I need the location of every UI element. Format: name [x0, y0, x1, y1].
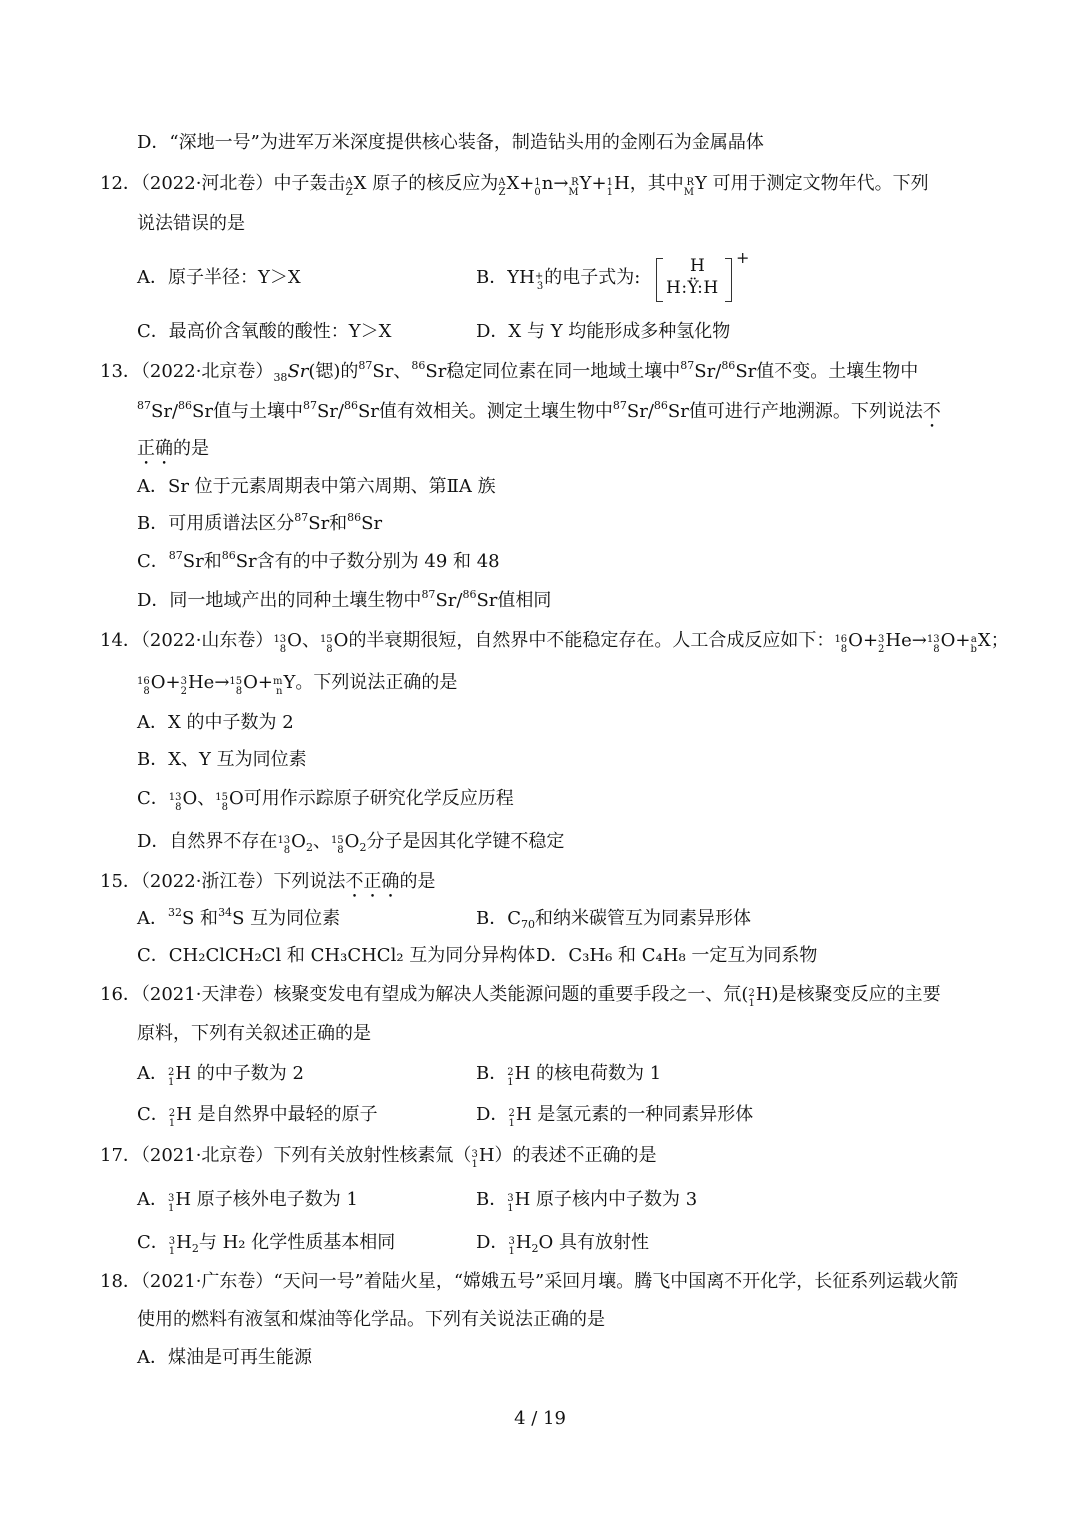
- q13-emphasis-correct: 正确: [137, 438, 173, 459]
- q12-ion-charge: + 3: [534, 271, 544, 292]
- q16-option-a: A． 2 1 H 的中子数为 2: [137, 1063, 304, 1088]
- q16-option-c: C． 2 1 H 是自然界中最轻的原子: [137, 1104, 378, 1129]
- q15-option-a: A．$^{32}$S 和$^{34}$S 互为同位素: [137, 906, 341, 929]
- q12-text: Y+: [579, 173, 607, 194]
- q12-isotope-az: A Z: [498, 177, 506, 198]
- q12-text: Y 可用于测定文物年代。下列: [694, 173, 929, 194]
- q15-stem: 15．（2022·浙江卷）下列说法不正确的是: [100, 871, 436, 892]
- q12-stem-line2: 说法错误的是: [137, 213, 245, 234]
- q13-option-d: D．同一地域产出的同种土壤生物中$^{87}$Sr/$^{86}$Sr值相同: [137, 588, 552, 611]
- q14-option-b: B．X、Y 互为同位素: [137, 749, 307, 770]
- q17-option-d: D． 3 1 $H_2O$ 具有放射性: [476, 1232, 649, 1257]
- q14-option-d: D．自然界不存在 13 8 $O_2$、 15 8 $O_2$分子是因其化学键不稳定: [137, 831, 565, 856]
- q13-number: 13．: [100, 361, 141, 382]
- q12-option-d: D．X 与 Y 均能形成多种氢化物: [476, 321, 731, 342]
- q17-option-a: A． 3 1 H 原子核外电子数为 1: [137, 1189, 358, 1214]
- q12-option-c: C．最高价含氧酸的酸性：Y＞X: [137, 321, 392, 342]
- q15-option-d: D．C₃H₆ 和 C₄H₈ 一定互为同系物: [536, 945, 818, 966]
- q18-stem-line2: 使用的燃料有液氢和煤油等化学品。下列有关说法正确的是: [137, 1309, 605, 1330]
- q15-source: （2022·浙江卷）: [140, 871, 274, 892]
- q15-option-b: B．$C_{70}$和纳米碳管互为同素异形体: [476, 908, 751, 931]
- q12-isotope-h: 1 1: [606, 177, 614, 198]
- lewis-row: H:Ÿ:H: [666, 278, 719, 298]
- q17-option-c: C． 3 1 $H_2$与 H₂ 化学性质基本相同: [137, 1232, 396, 1257]
- q14-number: 14．: [100, 630, 141, 651]
- q12-number: 12．: [100, 173, 141, 194]
- q12-source: （2022·河北卷）: [140, 173, 274, 194]
- q15-option-c: C．CH₂ClCH₂Cl 和 CH₃CHCl₂ 互为同分异构体: [137, 945, 536, 966]
- q18-stem-line1: 18．（2021·广东卷）“天问一号”着陆火星，“嫦娥五号”采回月壤。腾飞中国离不开化学，长征系列运载火箭: [100, 1271, 959, 1292]
- q15-number: 15．: [100, 871, 141, 892]
- q14-stem-line2: 16 8 O+ 3 2 He→ 15 8 O+ m n Y。下列说法正确的是: [137, 672, 458, 697]
- q12-text: 中子轰击: [273, 173, 346, 194]
- q13-option-a: A．Sr 位于元素周期表中第六周期、第ⅡA 族: [137, 476, 496, 497]
- q13-emphasis-not: 不: [922, 401, 941, 422]
- q13-stem-line2: $^{87}$Sr/$^{86}$Sr值与土壤中$^{87}$Sr/$^{86}$Sr值有效相关。测定土壤生物中$^{87}$Sr/$^{86}$Sr值可进行产地溯源。下列说法不: [137, 399, 941, 422]
- q12-isotope-rm: R M: [568, 177, 579, 198]
- q12-text: X+: [506, 173, 535, 194]
- q13-source: （2022·北京卷）: [140, 361, 274, 382]
- q18-number: 18．: [100, 1271, 141, 1292]
- q17-option-b: B． 3 1 H 原子核内中子数为 3: [476, 1189, 698, 1214]
- q14-stem-line1: 14．（2022·山东卷） 13 8 O、 15 8 O的半衰期很短，自然界中不能稳定存在。人工合成反应如下： 16 8 O+ 3 2 He→ 13 8 O+ a b X；: [100, 630, 1009, 655]
- q12-text: H，其中: [614, 173, 684, 194]
- q15-emphasis-not-correct: 不正确: [345, 871, 400, 892]
- q16-stem-line2: 原料，下列有关叙述正确的是: [137, 1023, 371, 1044]
- q16-number: 16．: [100, 984, 141, 1005]
- q17-stem: 17．（2021·北京卷）下列有关放射性核素氚（ 3 1 H）的表述不正确的是: [100, 1145, 657, 1170]
- q16-option-d: D． 2 1 H 是氢元素的一种同素异形体: [476, 1104, 754, 1129]
- q13-option-c: C．$^{87}$Sr和$^{86}$Sr含有的中子数分别为 49 和 48: [137, 549, 500, 572]
- q12-option-b: B．YH + 3 的电子式为:: [476, 267, 641, 292]
- q16-stem-line1: 16．（2021·天津卷）核聚变发电有望成为解决人类能源问题的重要手段之一、氘( 2 1 H)是核聚变反应的主要: [100, 984, 941, 1009]
- q17-source: （2021·北京卷）: [140, 1145, 274, 1166]
- page-number: 4 / 19: [514, 1408, 566, 1429]
- q12-option-a: A．原子半径：Y＞X: [137, 267, 301, 288]
- q12-stem-line1: [100, 172, 929, 198]
- q16-source: （2021·天津卷）: [140, 984, 274, 1005]
- q12-text: n→: [541, 173, 569, 194]
- q13-option-b: B．可用质谱法区分$^{87}$Sr和$^{86}$Sr: [137, 511, 383, 534]
- q14-option-a: A．X 的中子数为 2: [137, 712, 294, 733]
- lewis-structure: [656, 248, 750, 302]
- q13-stem-line3: 正确的是: [137, 438, 209, 459]
- q13-stem-line1: 13．（2022·北京卷）$_{38}Sr$(锶)的$^{87}$Sr、$^{86}$Sr稳定同位素在同一地域土壤中$^{87}$Sr/$^{86}$Sr值不变。土壤生物中: [100, 359, 919, 384]
- q16-option-b: B． 2 1 H 的核电荷数为 1: [476, 1063, 662, 1088]
- q12-text: X 原子的核反应为: [353, 173, 499, 194]
- q18-option-a: A．煤油是可再生能源: [137, 1347, 312, 1368]
- q12-isotope-rm: R M: [683, 177, 694, 198]
- q12-isotope-n: 1 0: [534, 177, 541, 198]
- q12-isotope-az: A Z: [345, 177, 353, 198]
- q14-option-c: C． 13 8 O、 15 8 O可用作示踪原子研究化学反应历程: [137, 788, 514, 813]
- q11-option-d: D．“深地一号”为进军万米深度提供核心装备，制造钻头用的金刚石为金属晶体: [137, 132, 764, 153]
- q18-source: （2021·广东卷）: [140, 1271, 274, 1292]
- q14-source: （2022·山东卷）: [140, 630, 274, 651]
- lewis-top-h: H: [690, 256, 705, 276]
- q17-number: 17．: [100, 1145, 141, 1166]
- lewis-charge: +: [736, 248, 750, 267]
